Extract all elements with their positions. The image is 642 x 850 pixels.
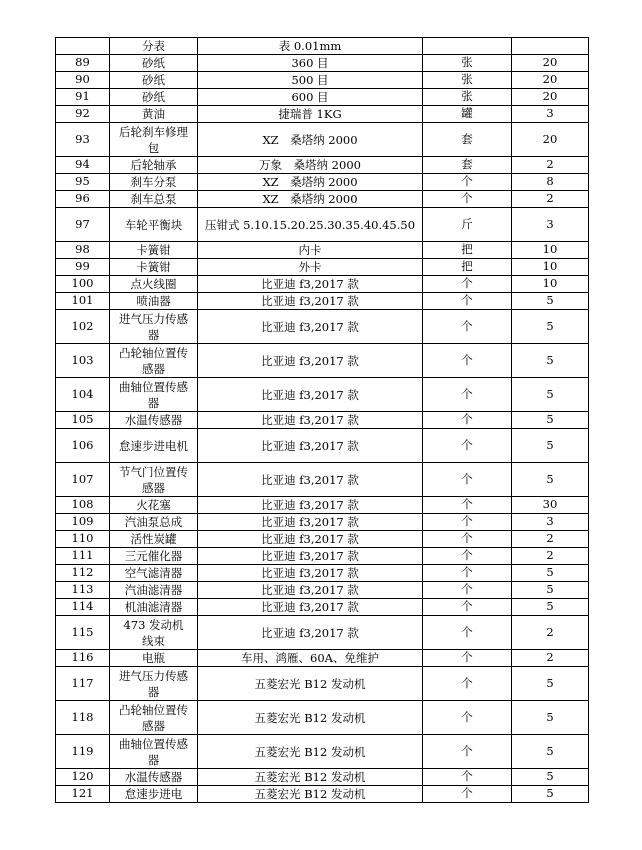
item-number-cell: 101 <box>56 293 110 310</box>
table-row <box>56 310 589 344</box>
item-number-cell: 114 <box>56 599 110 616</box>
table-row <box>56 412 589 429</box>
parts-list-body <box>56 38 589 803</box>
item-quantity-cell: 2 <box>512 531 589 548</box>
item-unit-cell: 张 <box>423 72 512 89</box>
item-name-cell: 车轮平衡块 <box>110 208 198 242</box>
item-unit-cell: 个 <box>423 174 512 191</box>
item-number-cell: 109 <box>56 514 110 531</box>
item-spec-cell: 万象 桑塔纳 2000 <box>198 157 423 174</box>
item-quantity-cell: 5 <box>512 412 589 429</box>
item-spec-cell: 车用、鸿雁、60A、免维护 <box>198 650 423 667</box>
item-unit-cell: 个 <box>423 293 512 310</box>
item-number-cell: 103 <box>56 344 110 378</box>
item-name-cell: 黄油 <box>110 106 198 123</box>
item-quantity-cell: 5 <box>512 769 589 786</box>
item-quantity-cell: 10 <box>512 259 589 276</box>
item-quantity-cell: 3 <box>512 208 589 242</box>
item-number-cell: 99 <box>56 259 110 276</box>
item-number-cell: 93 <box>56 123 110 157</box>
item-unit-cell: 个 <box>423 378 512 412</box>
item-quantity-cell: 5 <box>512 429 589 463</box>
item-name-cell: 凸轮轴位置传感器 <box>110 344 198 378</box>
item-number-cell: 96 <box>56 191 110 208</box>
item-number-cell: 98 <box>56 242 110 259</box>
item-unit-cell: 张 <box>423 89 512 106</box>
item-quantity-cell: 5 <box>512 701 589 735</box>
item-unit-cell: 个 <box>423 616 512 650</box>
item-name-cell: 473 发动机线束 <box>110 616 198 650</box>
item-unit-cell: 个 <box>423 344 512 378</box>
item-number-cell: 113 <box>56 582 110 599</box>
item-spec-cell: 500 目 <box>198 72 423 89</box>
table-row <box>56 293 589 310</box>
item-unit-cell: 把 <box>423 242 512 259</box>
item-number-cell: 119 <box>56 735 110 769</box>
item-number-cell <box>56 38 110 55</box>
table-row <box>56 650 589 667</box>
item-quantity-cell: 8 <box>512 174 589 191</box>
item-spec-cell: 比亚迪 f3,2017 款 <box>198 599 423 616</box>
item-spec-cell: 五菱宏光 B12 发动机 <box>198 701 423 735</box>
item-quantity-cell: 5 <box>512 293 589 310</box>
item-quantity-cell: 20 <box>512 55 589 72</box>
item-unit-cell: 个 <box>423 548 512 565</box>
item-quantity-cell: 10 <box>512 276 589 293</box>
item-spec-cell: 360 目 <box>198 55 423 72</box>
item-number-cell: 118 <box>56 701 110 735</box>
table-row <box>56 735 589 769</box>
item-quantity-cell: 2 <box>512 650 589 667</box>
item-unit-cell: 个 <box>423 429 512 463</box>
item-name-cell: 水温传感器 <box>110 412 198 429</box>
item-name-cell: 活性炭罐 <box>110 531 198 548</box>
item-name-cell: 曲轴位置传感器 <box>110 378 198 412</box>
item-spec-cell: 比亚迪 f3,2017 款 <box>198 378 423 412</box>
item-unit-cell <box>423 38 512 55</box>
table-row <box>56 89 589 106</box>
item-number-cell: 107 <box>56 463 110 497</box>
item-name-cell: 空气滤清器 <box>110 565 198 582</box>
item-spec-cell: 比亚迪 f3,2017 款 <box>198 531 423 548</box>
item-unit-cell: 把 <box>423 259 512 276</box>
item-number-cell: 97 <box>56 208 110 242</box>
table-row <box>56 72 589 89</box>
table-row <box>56 106 589 123</box>
item-unit-cell: 个 <box>423 769 512 786</box>
item-quantity-cell: 10 <box>512 242 589 259</box>
item-number-cell: 94 <box>56 157 110 174</box>
item-quantity-cell: 5 <box>512 463 589 497</box>
item-name-cell: 后轮轴承 <box>110 157 198 174</box>
item-number-cell: 111 <box>56 548 110 565</box>
item-number-cell: 115 <box>56 616 110 650</box>
item-spec-cell: XZ 桑塔纳 2000 <box>198 191 423 208</box>
item-name-cell: 三元催化器 <box>110 548 198 565</box>
item-name-cell: 怠速步进电 <box>110 786 198 803</box>
item-spec-cell: 比亚迪 f3,2017 款 <box>198 412 423 429</box>
item-number-cell: 102 <box>56 310 110 344</box>
item-number-cell: 106 <box>56 429 110 463</box>
table-row <box>56 174 589 191</box>
table-row <box>56 786 589 803</box>
item-spec-cell: 比亚迪 f3,2017 款 <box>198 497 423 514</box>
item-number-cell: 100 <box>56 276 110 293</box>
item-quantity-cell: 5 <box>512 378 589 412</box>
table-row <box>56 616 589 650</box>
item-unit-cell: 个 <box>423 565 512 582</box>
item-name-cell: 砂纸 <box>110 89 198 106</box>
item-name-cell: 卡簧钳 <box>110 259 198 276</box>
table-row <box>56 497 589 514</box>
item-number-cell: 108 <box>56 497 110 514</box>
item-number-cell: 105 <box>56 412 110 429</box>
item-quantity-cell: 5 <box>512 344 589 378</box>
item-spec-cell: 比亚迪 f3,2017 款 <box>198 293 423 310</box>
item-name-cell: 汽油泵总成 <box>110 514 198 531</box>
item-spec-cell: 比亚迪 f3,2017 款 <box>198 548 423 565</box>
item-unit-cell: 个 <box>423 531 512 548</box>
table-row <box>56 157 589 174</box>
item-quantity-cell: 20 <box>512 72 589 89</box>
table-row <box>56 548 589 565</box>
item-unit-cell: 个 <box>423 599 512 616</box>
item-number-cell: 120 <box>56 769 110 786</box>
item-spec-cell: 外卡 <box>198 259 423 276</box>
item-spec-cell: 比亚迪 f3,2017 款 <box>198 514 423 531</box>
item-name-cell: 砂纸 <box>110 72 198 89</box>
item-unit-cell: 套 <box>423 157 512 174</box>
item-name-cell: 进气压力传感器 <box>110 667 198 701</box>
table-row <box>56 429 589 463</box>
table-row <box>56 259 589 276</box>
item-number-cell: 89 <box>56 55 110 72</box>
item-number-cell: 110 <box>56 531 110 548</box>
item-unit-cell: 个 <box>423 582 512 599</box>
table-row <box>56 38 589 55</box>
item-number-cell: 90 <box>56 72 110 89</box>
item-quantity-cell: 2 <box>512 616 589 650</box>
item-name-cell: 怠速步进电机 <box>110 429 198 463</box>
table-row <box>56 344 589 378</box>
item-unit-cell: 个 <box>423 497 512 514</box>
item-spec-cell: 比亚迪 f3,2017 款 <box>198 463 423 497</box>
item-name-cell: 进气压力传感器 <box>110 310 198 344</box>
table-row <box>56 582 589 599</box>
item-name-cell: 刹车分泵 <box>110 174 198 191</box>
item-number-cell: 116 <box>56 650 110 667</box>
item-spec-cell: 五菱宏光 B12 发动机 <box>198 735 423 769</box>
item-name-cell: 点火线圈 <box>110 276 198 293</box>
item-spec-cell: 五菱宏光 B12 发动机 <box>198 667 423 701</box>
item-spec-cell: 比亚迪 f3,2017 款 <box>198 310 423 344</box>
table-row <box>56 55 589 72</box>
item-spec-cell: 五菱宏光 B12 发动机 <box>198 786 423 803</box>
item-unit-cell: 个 <box>423 310 512 344</box>
item-name-cell: 汽油滤清器 <box>110 582 198 599</box>
table-row <box>56 599 589 616</box>
table-row <box>56 378 589 412</box>
item-quantity-cell: 3 <box>512 514 589 531</box>
table-row <box>56 565 589 582</box>
item-quantity-cell: 3 <box>512 106 589 123</box>
item-unit-cell: 个 <box>423 514 512 531</box>
table-row <box>56 463 589 497</box>
item-spec-cell: 比亚迪 f3,2017 款 <box>198 276 423 293</box>
item-spec-cell: 比亚迪 f3,2017 款 <box>198 582 423 599</box>
item-quantity-cell: 5 <box>512 786 589 803</box>
item-quantity-cell: 5 <box>512 599 589 616</box>
table-row <box>56 208 589 242</box>
item-number-cell: 121 <box>56 786 110 803</box>
item-spec-cell: XZ 桑塔纳 2000 <box>198 174 423 191</box>
item-unit-cell: 个 <box>423 191 512 208</box>
item-quantity-cell: 5 <box>512 565 589 582</box>
item-quantity-cell: 2 <box>512 157 589 174</box>
item-name-cell: 卡簧钳 <box>110 242 198 259</box>
item-unit-cell: 罐 <box>423 106 512 123</box>
item-spec-cell: 比亚迪 f3,2017 款 <box>198 344 423 378</box>
item-name-cell: 凸轮轴位置传感器 <box>110 701 198 735</box>
item-name-cell: 水温传感器 <box>110 769 198 786</box>
item-name-cell: 后轮刹车修理包 <box>110 123 198 157</box>
item-name-cell: 砂纸 <box>110 55 198 72</box>
item-number-cell: 91 <box>56 89 110 106</box>
table-row <box>56 514 589 531</box>
item-number-cell: 104 <box>56 378 110 412</box>
item-unit-cell: 个 <box>423 735 512 769</box>
item-quantity-cell <box>512 38 589 55</box>
parts-list-table <box>55 37 589 803</box>
item-name-cell: 曲轴位置传感器 <box>110 735 198 769</box>
item-name-cell: 节气门位置传感器 <box>110 463 198 497</box>
item-quantity-cell: 30 <box>512 497 589 514</box>
item-unit-cell: 个 <box>423 786 512 803</box>
item-spec-cell: 捷瑞普 1KG <box>198 106 423 123</box>
item-number-cell: 95 <box>56 174 110 191</box>
item-name-cell: 喷油器 <box>110 293 198 310</box>
item-unit-cell: 个 <box>423 412 512 429</box>
item-quantity-cell: 5 <box>512 582 589 599</box>
item-quantity-cell: 5 <box>512 310 589 344</box>
item-unit-cell: 个 <box>423 276 512 293</box>
item-spec-cell: 内卡 <box>198 242 423 259</box>
item-unit-cell: 张 <box>423 55 512 72</box>
item-spec-cell: 表 0.01mm <box>198 38 423 55</box>
item-name-cell: 刹车总泵 <box>110 191 198 208</box>
item-name-cell: 机油滤清器 <box>110 599 198 616</box>
item-quantity-cell: 2 <box>512 548 589 565</box>
item-name-cell: 火花塞 <box>110 497 198 514</box>
item-number-cell: 92 <box>56 106 110 123</box>
item-quantity-cell: 5 <box>512 667 589 701</box>
item-quantity-cell: 5 <box>512 735 589 769</box>
item-unit-cell: 个 <box>423 701 512 735</box>
item-spec-cell: 比亚迪 f3,2017 款 <box>198 429 423 463</box>
table-row <box>56 242 589 259</box>
item-quantity-cell: 20 <box>512 123 589 157</box>
item-number-cell: 112 <box>56 565 110 582</box>
item-spec-cell: 压钳式 5.10.15.20.25.30.35.40.45.50 <box>198 208 423 242</box>
item-number-cell: 117 <box>56 667 110 701</box>
item-name-cell: 电瓶 <box>110 650 198 667</box>
item-unit-cell: 套 <box>423 123 512 157</box>
item-name-cell: 分表 <box>110 38 198 55</box>
table-row <box>56 769 589 786</box>
table-row <box>56 123 589 157</box>
item-unit-cell: 个 <box>423 463 512 497</box>
item-spec-cell: 比亚迪 f3,2017 款 <box>198 616 423 650</box>
item-spec-cell: 600 目 <box>198 89 423 106</box>
table-row <box>56 667 589 701</box>
item-spec-cell: 比亚迪 f3,2017 款 <box>198 565 423 582</box>
item-quantity-cell: 20 <box>512 89 589 106</box>
item-quantity-cell: 2 <box>512 191 589 208</box>
table-row <box>56 701 589 735</box>
table-row <box>56 276 589 293</box>
table-row <box>56 531 589 548</box>
item-unit-cell: 个 <box>423 650 512 667</box>
item-unit-cell: 斤 <box>423 208 512 242</box>
table-row <box>56 191 589 208</box>
item-spec-cell: 五菱宏光 B12 发动机 <box>198 769 423 786</box>
item-unit-cell: 个 <box>423 667 512 701</box>
item-spec-cell: XZ 桑塔纳 2000 <box>198 123 423 157</box>
